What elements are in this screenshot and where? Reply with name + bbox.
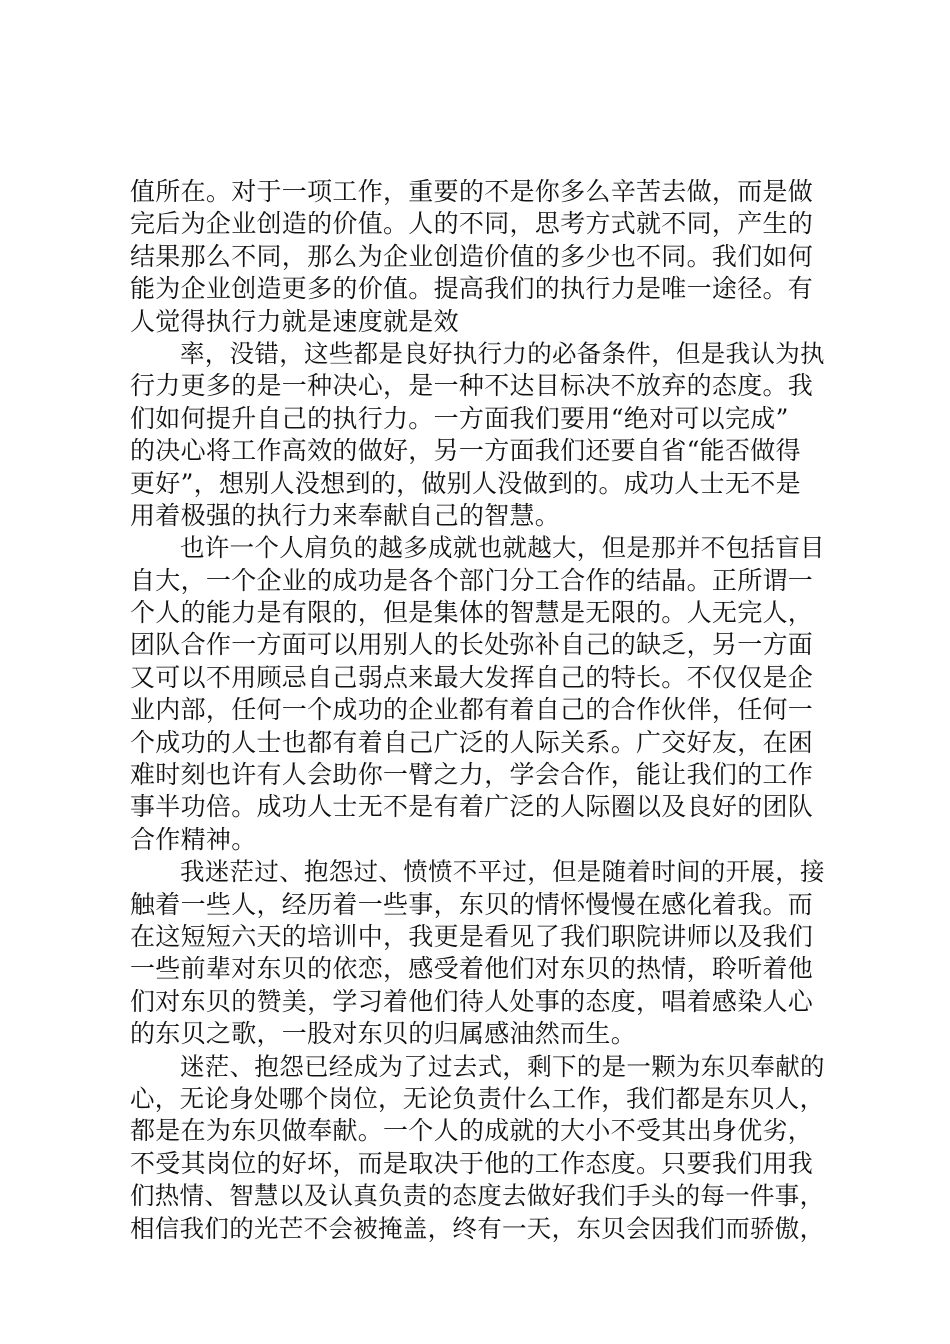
text-line: 们对东贝的赞美，学习着他们待人处事的态度，唱着感染人心 bbox=[130, 986, 814, 1016]
text-line: 结果那么不同，那么为企业创造价值的多少也不同。我们如何 bbox=[130, 241, 814, 271]
text-line: 又可以不用顾忌自己弱点来最大发挥自己的特长。不仅仅是企 bbox=[130, 662, 814, 692]
text-line: 难时刻也许有人会助你一臂之力，学会合作，能让我们的工作 bbox=[130, 760, 814, 790]
text-line: 们如何提升自己的执行力。一方面我们要用“绝对可以完成” bbox=[130, 403, 789, 433]
text-line: 自大，一个企业的成功是各个部门分工合作的结晶。正所谓一 bbox=[130, 565, 814, 595]
text-line: 不受其岗位的好坏，而是取决于他的工作态度。只要我们用我 bbox=[130, 1148, 814, 1178]
text-line: 在这短短六天的培训中，我更是看见了我们职院讲师以及我们 bbox=[130, 921, 814, 951]
text-line: 相信我们的光芒不会被掩盖，终有一天，东贝会因我们而骄傲， bbox=[130, 1213, 825, 1243]
paragraph-first-line: 我迷茫过、抱怨过、愤愤不平过，但是随着时间的开展，接 bbox=[180, 857, 825, 887]
text-line: 能为企业创造更多的价值。提高我们的执行力是唯一途径。有 bbox=[130, 274, 814, 304]
document-page bbox=[130, 176, 830, 1245]
text-line: 个成功的人士也都有着自己广泛的人际关系。广交好友，在困 bbox=[130, 727, 814, 757]
text-line: 团队合作一方面可以用别人的长处弥补自己的缺乏，另一方面 bbox=[130, 630, 814, 660]
text-line: 业内部，任何一个成功的企业都有着自己的合作伙伴，任何一 bbox=[130, 695, 814, 725]
text-line: 合作精神。 bbox=[130, 824, 257, 854]
text-line: 事半功倍。成功人士无不是有着广泛的人际圈以及良好的团队 bbox=[130, 792, 814, 822]
text-line: 更好”，想别人没想到的，做别人没做到的。成功人士无不是 bbox=[130, 468, 801, 498]
text-line: 值所在。对于一项工作，重要的不是你多么辛苦去做，而是做 bbox=[130, 177, 814, 206]
text-line: 个人的能力是有限的，但是集体的智慧是无限的。人无完人， bbox=[130, 598, 814, 628]
paragraph-first-line: 也许一个人肩负的越多成就也就越大，但是那并不包括盲目 bbox=[180, 533, 825, 563]
text-line: 用着极强的执行力来奉献自己的智慧。 bbox=[130, 500, 561, 530]
text-line: 的决心将工作高效的做好，另一方面我们还要自省“能否做得 bbox=[130, 436, 801, 466]
text-line: 们热情、智慧以及认真负责的态度去做好我们手头的每一件事， bbox=[130, 1181, 825, 1211]
text-line: 心，无论身处哪个岗位，无论负责什么工作，我们都是东贝人， bbox=[130, 1083, 825, 1113]
text-line: 都是在为东贝做奉献。一个人的成就的大小不受其出身优劣， bbox=[130, 1116, 814, 1146]
text-line: 完后为企业创造的价值。人的不同，思考方式就不同，产生的 bbox=[130, 209, 814, 239]
text-line: 触着一些人，经历着一些事，东贝的情怀慢慢在感化着我。而 bbox=[130, 889, 814, 919]
text-line: 一些前辈对东贝的依恋，感受着他们对东贝的热情，聆听着他 bbox=[130, 954, 814, 984]
paragraph-first-line: 率，没错，这些都是良好执行力的必备条件，但是我认为执 bbox=[180, 338, 825, 368]
document-body bbox=[130, 176, 830, 1245]
text-line: 的东贝之歌，一股对东贝的归属感油然而生。 bbox=[130, 1019, 637, 1049]
text-line: 行力更多的是一种决心，是一种不达目标决不放弃的态度。我 bbox=[130, 371, 814, 401]
text-line: 人觉得执行力就是速度就是效 bbox=[130, 306, 459, 336]
paragraph-first-line: 迷茫、抱怨已经成为了过去式，剩下的是一颗为东贝奉献的 bbox=[180, 1051, 825, 1081]
